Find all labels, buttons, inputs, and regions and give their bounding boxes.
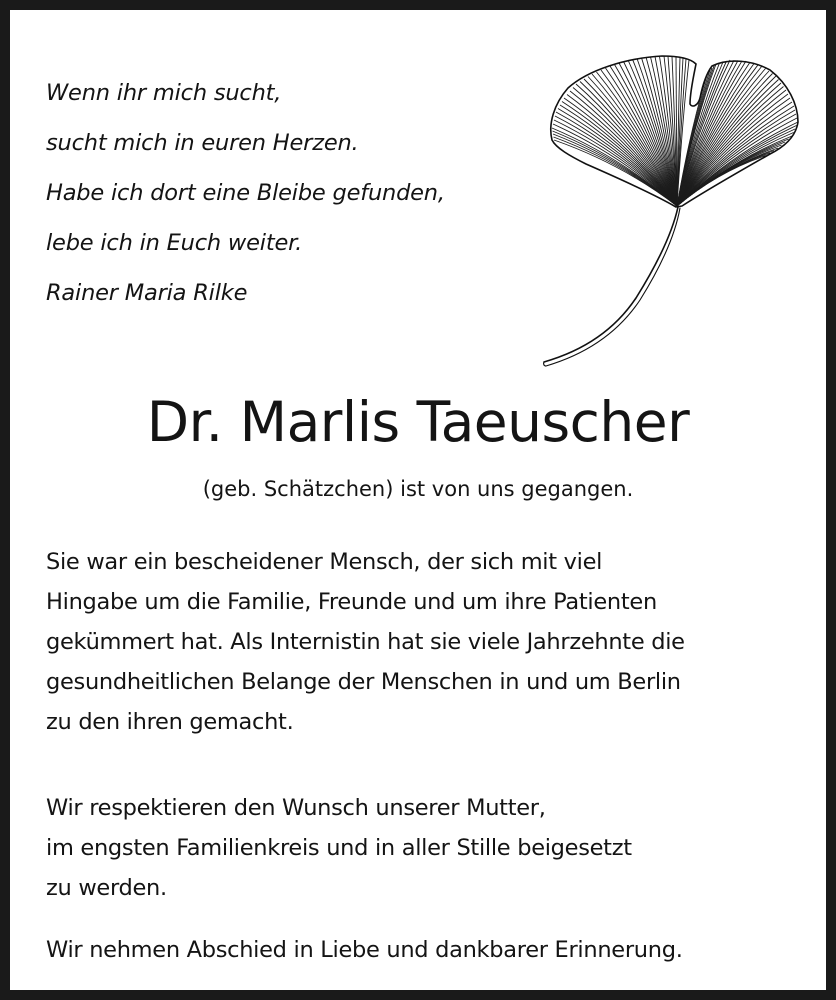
poem-line: sucht mich in euren Herzen. [46,130,359,156]
tribute-paragraph [46,542,806,742]
paragraph-line: im engsten Familienkreis und in aller Stille beigesetzt [46,835,632,861]
poem-line: lebe ich in Euch weiter. [46,230,303,256]
paragraph-line: gekümmert hat. Als Internistin hat sie viele Jahrzehnte die [46,629,685,655]
paragraph-line: gesundheitlichen Belange der Menschen in und um Berlin [46,669,681,695]
paragraph-line: Wir respektieren den Wunsch unserer Mutter, [46,795,546,821]
paragraph-line: Sie war ein bescheidener Mensch, der sich mit viel [46,549,603,575]
paragraph-line: zu werden. [46,875,167,901]
poem-line: Habe ich dort eine Bleibe gefunden, [46,180,445,206]
burial-paragraph [46,788,806,908]
maiden-name-subtitle: (geb. Schätzchen) ist von uns gegangen. [202,477,634,501]
paragraph-line: zu den ihren gemacht. [46,709,294,735]
ginkgo-leaf-icon [530,44,810,374]
farewell-paragraph [46,930,806,970]
paragraph-line: Hingabe um die Familie, Freunde und um ihre Patienten [46,589,657,615]
poem-author: Rainer Maria Rilke [46,280,248,306]
deceased-name: Dr. Marlis Taeuscher [146,390,690,454]
poem-quote [46,68,526,318]
paragraph-line: Wir nehmen Abschied in Liebe und dankbarer Erinnerung. [46,937,683,963]
poem-line: Wenn ihr mich sucht, [46,80,282,106]
